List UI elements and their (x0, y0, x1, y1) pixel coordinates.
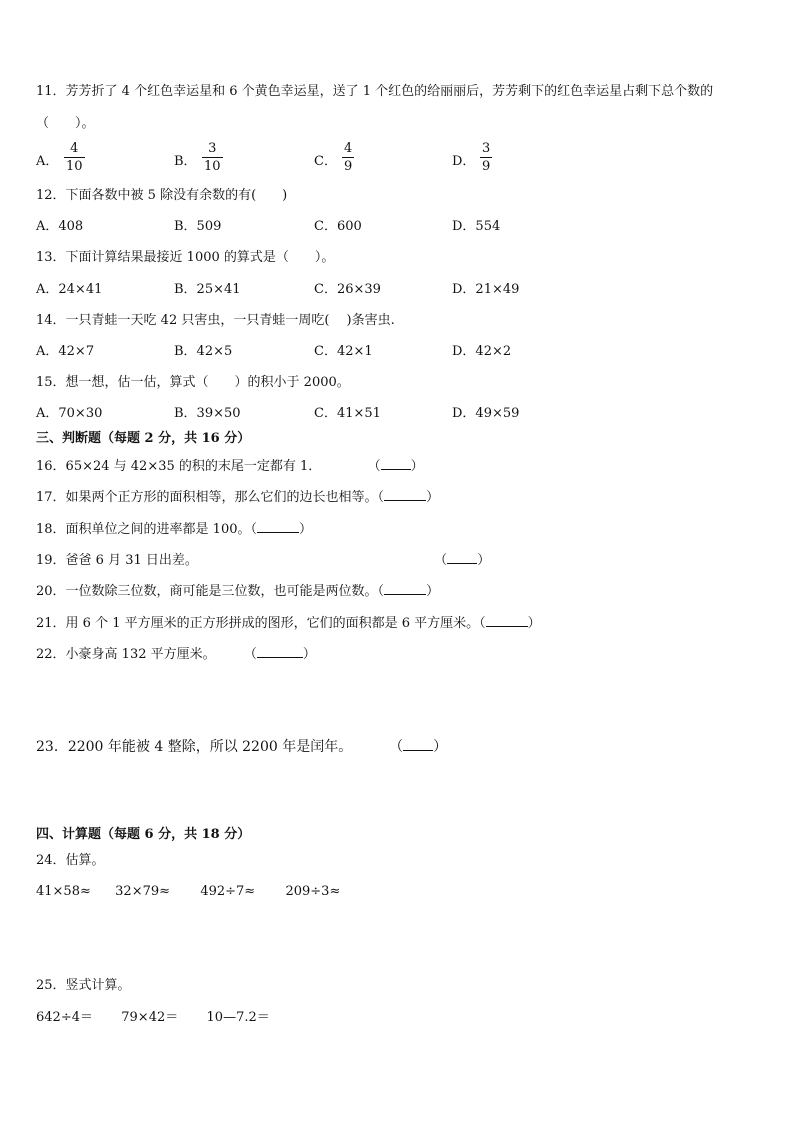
q13-option-c[interactable]: C．26×39 (314, 282, 381, 297)
answer-open-paren: （ (377, 490, 385, 505)
answer-open-paren: （ (389, 739, 404, 755)
answer-open-paren: （ (243, 647, 257, 662)
answer-open-paren: （ (367, 459, 381, 474)
option-letter: B． (174, 154, 197, 169)
answer-open-paren: （ (479, 616, 486, 631)
answer-blank[interactable] (257, 518, 299, 533)
judge-item-19 (36, 549, 490, 571)
fraction-numerator: 4 (344, 141, 353, 156)
q25-items (36, 1008, 270, 1028)
answer-close-paren: ） (426, 584, 440, 599)
q15-options (36, 403, 756, 427)
fraction-denominator: 10 (66, 159, 83, 174)
judge-text: 21．用 6 个 1 平方厘米的正方形拼成的图形，它们的面积都是 6 平方厘米。 (36, 616, 480, 631)
q11-stem-line2: （ ）。 (36, 116, 95, 131)
fraction-numerator: 3 (482, 141, 491, 156)
estimate-item: 209÷3≈ (285, 884, 341, 899)
fraction-denominator: 9 (482, 159, 491, 174)
judge-item-20 (36, 580, 439, 602)
answer-open-paren: （ (250, 522, 258, 537)
option-letter: A． (36, 154, 59, 169)
judge-text: 16．65×24 与 42×35 的积的末尾一定都有 1． (36, 459, 322, 474)
q14-option-d[interactable]: D．42×2 (452, 344, 512, 359)
answer-blank[interactable] (486, 612, 528, 627)
answer-close-paren: ） (299, 522, 313, 537)
fraction-denominator: 9 (344, 159, 353, 174)
vertical-calc-item: 10—7.2＝ (206, 1010, 270, 1025)
q13-stem: 13．下面计算结果最接近 1000 的算式是（ ）。 (36, 250, 335, 265)
answer-close-paren: ） (527, 616, 541, 631)
q14-option-b[interactable]: B．42×5 (174, 344, 233, 359)
judge-item-21 (36, 612, 541, 634)
q12-option-b[interactable]: B．509 (174, 219, 222, 234)
estimate-item: 32×79≈ (115, 884, 171, 899)
q14-stem: 14．一只青蛙一天吃 42 只害虫，一只青蛙一周吃( )条害虫. (36, 313, 395, 328)
q13-option-a[interactable]: A．24×41 (36, 282, 103, 297)
q13-option-b[interactable]: B．25×41 (174, 282, 241, 297)
q12-stem: 12．下面各数中被 5 除没有余数的有( ) (36, 188, 288, 203)
judge-text: 18．面积单位之间的进率都是 100。 (36, 522, 251, 537)
q13-option-d[interactable]: D．21×49 (452, 282, 520, 297)
answer-blank[interactable] (384, 580, 426, 595)
judge-item-22 (36, 643, 316, 665)
estimate-item: 41×58≈ (36, 884, 91, 899)
answer-close-paren: ） (410, 459, 424, 474)
q11-options (36, 140, 756, 180)
q12-option-d[interactable]: D．554 (452, 219, 501, 234)
answer-blank[interactable] (384, 486, 426, 501)
q11-stem-line1: 11．芳芳折了 4 个红色幸运星和 6 个黄色幸运星，送了 1 个红色的给丽丽后，芳芳剩下的红色幸运星占剩下总个数的 (36, 84, 714, 99)
judge-text: 17．如果两个正方形的面积相等，那么它们的边长也相等。 (36, 490, 378, 505)
fraction (342, 140, 354, 175)
fraction-numerator: 3 (208, 141, 217, 156)
answer-blank[interactable] (447, 549, 477, 564)
section-4-heading: 四、计算题（每题 6 分，共 18 分） (36, 827, 251, 842)
q15-option-c[interactable]: C．41×51 (314, 406, 381, 421)
section-3-heading: 三、判断题（每题 2 分，共 16 分） (36, 431, 251, 446)
answer-close-paren: ） (477, 553, 491, 568)
q12-options (36, 216, 756, 240)
q24-title: 24．估算。 (36, 853, 105, 868)
answer-close-paren: ） (302, 647, 316, 662)
judge-text: 23．2200 年能被 4 整除，所以 2200 年是闰年。 (36, 739, 353, 755)
q14-option-a[interactable]: A．42×7 (36, 344, 95, 359)
answer-blank[interactable] (257, 643, 303, 658)
judge-item-16 (36, 455, 424, 477)
q12-option-a[interactable]: A．408 (36, 219, 84, 234)
q12-option-c[interactable]: C．600 (314, 219, 362, 234)
answer-open-paren: （ (434, 553, 448, 568)
answer-open-paren: （ (377, 584, 385, 599)
answer-blank[interactable] (381, 455, 411, 470)
vertical-calc-item: 79×42＝ (121, 1010, 179, 1025)
fraction (202, 140, 223, 175)
judge-item-18 (36, 518, 312, 540)
option-letter: D． (452, 154, 476, 169)
judge-item-23 (36, 736, 447, 757)
judge-text: 19．爸爸 6 月 31 日出差。 (36, 553, 198, 568)
vertical-calc-item: 642÷4＝ (36, 1010, 93, 1025)
q15-option-b[interactable]: B．39×50 (174, 406, 241, 421)
answer-close-paren: ） (426, 490, 440, 505)
q14-option-c[interactable]: C．42×1 (314, 344, 373, 359)
option-letter: C． (314, 154, 337, 169)
q24-items (36, 882, 340, 902)
q14-options (36, 341, 756, 365)
q15-option-a[interactable]: A．70×30 (36, 406, 103, 421)
judge-text: 22．小豪身高 132 平方厘米。 (36, 647, 216, 662)
judge-item-17 (36, 486, 439, 508)
judge-text: 20．一位数除三位数，商可能是三位数，也可能是两位数。 (36, 584, 378, 599)
estimate-item: 492÷7≈ (200, 884, 256, 899)
q25-title: 25．竖式计算。 (36, 978, 131, 993)
fraction (64, 140, 85, 175)
q13-options (36, 279, 756, 303)
answer-blank[interactable] (403, 736, 433, 751)
fraction-numerator: 4 (70, 141, 79, 156)
q15-option-d[interactable]: D．49×59 (452, 406, 520, 421)
answer-close-paren: ） (433, 739, 448, 755)
q15-stem: 15．想一想，估一估，算式（ ）的积小于 2000。 (36, 375, 350, 390)
fraction-denominator: 10 (204, 159, 221, 174)
fraction (480, 140, 492, 175)
